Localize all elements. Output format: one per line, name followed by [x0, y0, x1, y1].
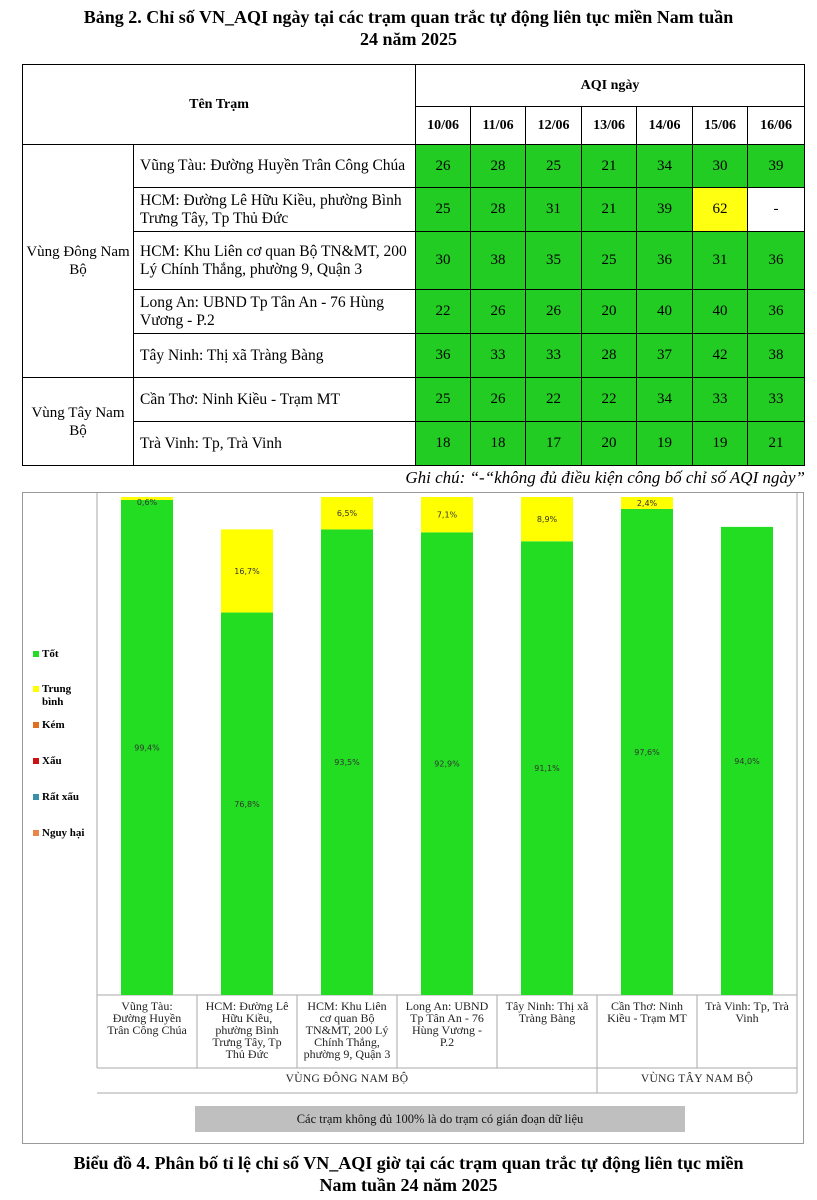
date-header: 12/06 — [526, 107, 582, 145]
category-label-line: cơ quan Bộ — [319, 1011, 375, 1025]
aqi-value-cell: 36 — [748, 232, 805, 290]
header-station: Tên Trạm — [23, 65, 416, 145]
aqi-value-cell: 34 — [637, 145, 693, 188]
category-label-line: Hữu Kiều, — [221, 1011, 273, 1025]
table-row — [23, 145, 805, 188]
aqi-value-cell: 17 — [526, 422, 582, 466]
legend-label: Xấu — [42, 755, 62, 767]
data-label: 7,1% — [436, 510, 458, 520]
table-row — [23, 188, 805, 232]
aqi-value-cell: - — [748, 188, 805, 232]
category-label-line: Cần Thơ: Ninh — [610, 999, 684, 1013]
aqi-value-cell: 20 — [582, 290, 637, 334]
aqi-value-cell: 21 — [748, 422, 805, 466]
category-label — [398, 1000, 496, 1048]
legend-label: Rất xấu — [42, 791, 79, 803]
aqi-value-cell: 37 — [637, 334, 693, 378]
station-name: HCM: Đường Lê Hữu Kiều, phường Bình Trưng Tây, Tp Thủ Đức — [134, 188, 416, 232]
aqi-value-cell: 26 — [471, 290, 526, 334]
aqi-value-cell: 40 — [637, 290, 693, 334]
aqi-value-cell: 18 — [471, 422, 526, 466]
aqi-value-cell: 22 — [526, 378, 582, 422]
category-label-line: phường Bình — [215, 1023, 279, 1037]
legend-item — [33, 648, 59, 661]
aqi-value-cell: 40 — [693, 290, 748, 334]
table-row — [23, 334, 805, 378]
aqi-value-cell: 38 — [748, 334, 805, 378]
data-label: 76,8% — [234, 799, 260, 809]
category-label — [698, 1000, 796, 1024]
station-name: HCM: Khu Liên cơ quan Bộ TN&MT, 200 Lý Chính Thắng, phường 9, Quận 3 — [134, 232, 416, 290]
category-label-line: Long An: UBND — [405, 999, 489, 1013]
data-label: 8,9% — [536, 515, 558, 525]
category-label-line: Trân Công Chúa — [107, 1023, 187, 1037]
station-name: Long An: UBND Tp Tân An - 76 Hùng Vương - P.2 — [134, 290, 416, 334]
aqi-value-cell: 21 — [582, 145, 637, 188]
category-label-line: Vũng Tàu: — [121, 999, 173, 1013]
legend-swatch — [33, 830, 39, 836]
category-label-line: Thủ Đức — [225, 1047, 269, 1061]
legend-label: Trung bình — [42, 683, 72, 708]
aqi-value-cell: 28 — [471, 188, 526, 232]
table-note: Ghi chú: “-“không đủ điều kiện công bố chỉ số AQI ngày” — [405, 468, 805, 487]
category-label — [598, 1000, 696, 1024]
category-label-line: Đường Huyền — [112, 1011, 182, 1025]
legend-item — [33, 755, 62, 768]
aqi-table — [22, 64, 805, 466]
aqi-value-cell: 34 — [637, 378, 693, 422]
legend-label: Kém — [42, 719, 65, 731]
data-label: 94,0% — [734, 756, 760, 766]
category-label-line: Tây Ninh: Thị xã — [505, 999, 589, 1013]
station-name: Vũng Tàu: Đường Huyền Trân Công Chúa — [134, 145, 416, 188]
legend-swatch — [33, 722, 39, 728]
aqi-value-cell: 31 — [526, 188, 582, 232]
category-label-line: Chính Thắng, — [314, 1035, 380, 1049]
aqi-value-cell: 26 — [471, 378, 526, 422]
aqi-value-cell: 39 — [748, 145, 805, 188]
station-name: Tây Ninh: Thị xã Tràng Bàng — [134, 334, 416, 378]
aqi-value-cell: 26 — [416, 145, 471, 188]
aqi-value-cell: 20 — [582, 422, 637, 466]
category-label-line: TN&MT, 200 Lý — [305, 1023, 389, 1037]
data-label: 97,6% — [634, 747, 660, 757]
aqi-value-cell: 38 — [471, 232, 526, 290]
station-name: Trà Vinh: Tp, Trà Vinh — [134, 422, 416, 466]
data-label: 0,6% — [136, 498, 158, 507]
category-label-line: Trà Vinh: Tp, Trà — [705, 999, 789, 1013]
station-name: Cần Thơ: Ninh Kiều - Trạm MT — [134, 378, 416, 422]
legend-label: Tốt — [42, 648, 59, 660]
category-label — [98, 1000, 196, 1036]
category-label-line: phường 9, Quận 3 — [303, 1047, 391, 1061]
region-cell: Vùng Đông Nam Bộ — [23, 145, 134, 378]
data-label: 92,9% — [434, 759, 460, 769]
header-aqi: AQI ngày — [416, 65, 805, 107]
data-label: 16,7% — [234, 566, 260, 576]
aqi-value-cell: 33 — [471, 334, 526, 378]
category-label-line: Trưng Tây, Tp — [212, 1035, 282, 1049]
aqi-value-cell: 30 — [416, 232, 471, 290]
table-row — [23, 378, 805, 422]
category-label-line: HCM: Khu Liên — [307, 999, 387, 1013]
aqi-value-cell: 28 — [582, 334, 637, 378]
category-label-line: Tp Tân An - 76 — [410, 1011, 484, 1025]
category-label-line: HCM: Đường Lê — [205, 999, 289, 1013]
data-label: 2,4% — [636, 498, 658, 508]
category-label-line: P.2 — [439, 1035, 455, 1049]
chart-footnote: Các trạm không đủ 100% là do trạm có gián đoạn dữ liệu — [195, 1106, 685, 1132]
aqi-value-cell: 25 — [416, 378, 471, 422]
aqi-value-cell: 25 — [582, 232, 637, 290]
table-title-line1: Bảng 2. Chỉ số VN_AQI ngày tại các trạm quan trắc tự động liên tục miền Nam tuần — [83, 7, 734, 27]
data-label: 91,1% — [534, 764, 560, 774]
table-row — [23, 232, 805, 290]
category-label-line: Hùng Vương - — [412, 1023, 482, 1037]
aqi-value-cell: 33 — [526, 334, 582, 378]
aqi-value-cell: 21 — [582, 188, 637, 232]
category-label — [498, 1000, 596, 1024]
aqi-value-cell: 36 — [748, 290, 805, 334]
aqi-value-cell: 42 — [693, 334, 748, 378]
aqi-value-cell: 36 — [416, 334, 471, 378]
chart-container — [22, 492, 804, 1144]
date-header: 15/06 — [693, 107, 748, 145]
date-header: 11/06 — [471, 107, 526, 145]
chart-title — [0, 1152, 817, 1196]
aqi-value-cell: 28 — [471, 145, 526, 188]
category-label-line: Kiều - Trạm MT — [607, 1011, 687, 1025]
legend-swatch — [33, 686, 39, 692]
aqi-value-cell: 19 — [693, 422, 748, 466]
aqi-value-cell: 31 — [693, 232, 748, 290]
aqi-value-cell: 26 — [526, 290, 582, 334]
category-label-line: Vinh — [735, 1011, 759, 1025]
table-title — [0, 6, 817, 50]
aqi-value-cell: 19 — [637, 422, 693, 466]
category-label — [198, 1000, 296, 1060]
aqi-value-cell: 39 — [637, 188, 693, 232]
date-header: 10/06 — [416, 107, 471, 145]
aqi-value-cell: 25 — [416, 188, 471, 232]
category-label-line: Tràng Bàng — [518, 1011, 576, 1025]
date-header: 14/06 — [637, 107, 693, 145]
region-cell: Vùng Tây Nam Bộ — [23, 378, 134, 466]
table-title-line2: 24 năm 2025 — [359, 29, 457, 49]
table-row — [23, 290, 805, 334]
legend-swatch — [33, 758, 39, 764]
date-header: 13/06 — [582, 107, 637, 145]
region-label-dong-nam-bo: VÙNG ĐÔNG NAM BỘ — [285, 1073, 409, 1085]
aqi-value-cell: 33 — [748, 378, 805, 422]
legend-swatch — [33, 651, 39, 657]
chart-title-line2: Nam tuần 24 năm 2025 — [319, 1175, 498, 1195]
category-label — [298, 1000, 396, 1060]
aqi-value-cell: 25 — [526, 145, 582, 188]
legend-item — [33, 683, 86, 709]
aqi-value-cell: 36 — [637, 232, 693, 290]
data-label: 93,5% — [334, 758, 360, 768]
aqi-value-cell: 22 — [582, 378, 637, 422]
aqi-value-cell: 62 — [693, 188, 748, 232]
date-header: 16/06 — [748, 107, 805, 145]
data-label: 99,4% — [134, 743, 160, 753]
legend-item — [33, 827, 85, 840]
data-label: 6,5% — [336, 509, 358, 519]
aqi-value-cell: 30 — [693, 145, 748, 188]
aqi-value-cell: 33 — [693, 378, 748, 422]
aqi-value-cell: 18 — [416, 422, 471, 466]
legend-swatch — [33, 794, 39, 800]
aqi-value-cell: 35 — [526, 232, 582, 290]
aqi-value-cell: 22 — [416, 290, 471, 334]
legend-label: Nguy hại — [42, 827, 85, 839]
region-label-tay-nam-bo: VÙNG TÂY NAM BỘ — [640, 1073, 754, 1085]
legend-item — [33, 791, 79, 804]
chart-title-line1: Biểu đồ 4. Phân bố tỉ lệ chỉ số VN_AQI giờ tại các trạm quan trắc tự động liên tục miền — [73, 1153, 744, 1173]
legend-item — [33, 719, 65, 732]
table-row — [23, 422, 805, 466]
